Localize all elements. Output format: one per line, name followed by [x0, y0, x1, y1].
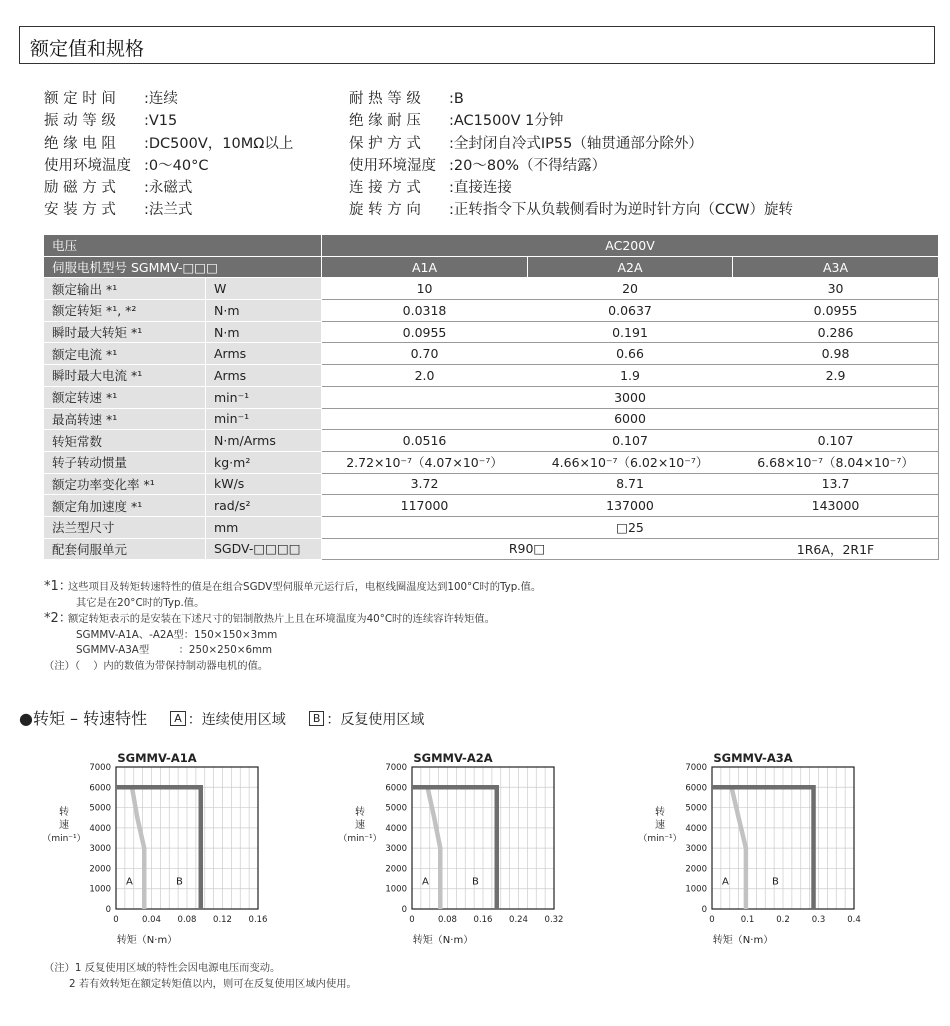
cell-value: 3.72	[322, 473, 528, 495]
region-label-b: B	[772, 876, 779, 888]
page-title: 额定值和规格	[30, 38, 145, 60]
x-tick-label: 0.3	[811, 915, 826, 925]
table-row	[44, 408, 939, 430]
y-axis-label: 转	[655, 807, 665, 818]
note3: （注）（ ）内的数值为带保持制动器电机的值。	[44, 659, 269, 672]
chart-footnotes	[44, 961, 357, 992]
table-row	[44, 321, 939, 343]
y-tick-label: 0	[105, 905, 111, 915]
note1-line1: 这些项目及转矩转速特性的值是在组合SGDV型伺服单元运行后，电枢线圈温度达到100°C时的Typ.值。	[68, 581, 542, 593]
table-row	[44, 300, 939, 322]
x-tick-label: 0.08	[438, 915, 457, 925]
spec-colon: :	[449, 180, 454, 197]
cell-value: 0.66	[528, 343, 733, 365]
spec-row	[349, 133, 793, 155]
cell-value: 2.0	[322, 365, 528, 387]
row-unit: W	[206, 278, 322, 300]
y-axis-label: （min⁻¹）	[638, 834, 682, 844]
row-unit: mm	[206, 516, 322, 538]
cell-value-span: 6000	[322, 408, 939, 430]
row-unit: min⁻¹	[206, 386, 322, 408]
note1-line2: 其它是在20°C时的Typ.值。	[76, 596, 205, 609]
row-unit: N·m/Arms	[206, 430, 322, 452]
y-tick-label: 0	[701, 905, 707, 915]
cell-value: 8.71	[528, 473, 733, 495]
chart-sgmmv-a3a	[638, 751, 861, 952]
row-label: 转子转动惯量	[44, 451, 206, 473]
spec-key: 励 磁 方 式	[44, 180, 116, 197]
region-label-b: B	[176, 876, 183, 888]
spec-value: 法兰式	[148, 202, 193, 219]
model-a1a: A1A	[322, 256, 528, 278]
spec-value: DC500V，10MΩ以上	[148, 135, 294, 152]
spec-value: B	[453, 91, 464, 107]
spec-key: 振 动 等 级	[44, 113, 116, 130]
y-tick-label: 7000	[685, 763, 707, 773]
y-tick-label: 7000	[89, 763, 111, 773]
x-tick-label: 0.1	[740, 915, 755, 925]
chart-sgmmv-a1a	[42, 751, 268, 952]
table-row	[44, 365, 939, 387]
cell-value-span: 3000	[322, 386, 939, 408]
cell-value: 4.66×10⁻⁷（6.02×10⁻⁷）	[528, 451, 733, 473]
cell-value: 1R6A，2R1F	[733, 538, 939, 560]
spec-row	[349, 199, 793, 221]
y-tick-label: 2000	[89, 864, 111, 875]
chart-sgmmv-a2a	[338, 751, 564, 952]
spec-key: 使用环境湿度	[349, 157, 436, 174]
note2-mark: *2：	[44, 611, 72, 627]
spec-value: 永磁式	[148, 180, 193, 197]
y-tick-label: 2000	[385, 864, 407, 875]
row-label: 额定输出 *¹	[44, 278, 206, 300]
x-tick-label: 0	[113, 915, 119, 925]
note1-mark: *1：	[44, 579, 72, 594]
row-label: 瞬时最大电流 *¹	[44, 365, 206, 387]
row-label: 最高转速 *¹	[44, 408, 206, 430]
footnote-1: （注）1 反复使用区域的特性会因电源电压而变动。	[44, 962, 281, 974]
model-a2a: A2A	[528, 256, 733, 278]
spec-colon: :	[144, 91, 149, 107]
spec-key: 耐 热 等 级	[349, 91, 421, 107]
cell-value: 0.0516	[322, 430, 528, 452]
y-tick-label: 1000	[685, 884, 707, 895]
row-unit: min⁻¹	[206, 408, 322, 430]
cell-value: 10	[322, 278, 528, 300]
table-row	[44, 386, 939, 408]
row-unit: kg·m²	[206, 451, 322, 473]
row-unit: N·m	[206, 321, 322, 343]
cell-value: 0.107	[733, 430, 939, 452]
specs-left	[44, 88, 293, 222]
table-row	[44, 516, 939, 538]
spec-row	[44, 88, 293, 110]
row-label: 额定电流 *¹	[44, 343, 206, 365]
spec-value: 全封闭自冷式IP55（轴贯通部分除外）	[453, 135, 703, 152]
footnote-2: 2 若有效转矩在额定转矩值以内，则可在反复使用区域内使用。	[69, 977, 357, 990]
x-tick-label: 0.16	[248, 915, 268, 925]
model-label: 伺服电机型号 SGMMV-□□□	[44, 256, 322, 278]
spec-colon: :	[144, 202, 149, 219]
voltage-label: 电压	[44, 235, 322, 257]
chart-title: SGMMV-A1A	[117, 751, 197, 765]
region-label-a: A	[722, 876, 729, 888]
spec-colon: :	[144, 113, 149, 130]
cell-value: 0.70	[322, 343, 528, 365]
y-axis-label: 速	[655, 820, 665, 831]
cell-value: 30	[733, 278, 939, 300]
x-tick-label: 0.16	[473, 915, 493, 925]
spec-value: V15	[148, 113, 178, 130]
cell-value: 0.98	[733, 343, 939, 365]
spec-value: AC1500V 1分钟	[453, 113, 564, 130]
x-tick-label: 0	[409, 915, 415, 925]
spec-key: 使用环境温度	[44, 157, 131, 174]
cell-value: 13.7	[733, 473, 939, 495]
y-tick-label: 5000	[385, 803, 407, 814]
y-tick-label: 2000	[685, 864, 707, 875]
y-tick-label: 4000	[89, 823, 111, 834]
note2-line1: 额定转矩表示的是安装在下述尺寸的铝制散热片上且在环境温度为40°C时的连续容许转矩值。	[68, 613, 496, 626]
cell-value: 1.9	[528, 365, 733, 387]
y-tick-label: 4000	[385, 823, 407, 834]
model-a3a: A3A	[733, 256, 939, 278]
spec-row	[349, 155, 793, 177]
chart-title: SGMMV-A3A	[713, 751, 793, 765]
y-tick-label: 7000	[385, 763, 407, 773]
note2-line2: SGMMV-A1A、-A2A型：150×150×3mm	[76, 628, 278, 641]
spec-key: 额 定 时 间	[44, 91, 116, 107]
y-axis-label: （min⁻¹）	[338, 834, 382, 844]
row-unit: Arms	[206, 365, 322, 387]
y-axis-label: 速	[355, 820, 365, 831]
y-tick-label: 3000	[385, 844, 407, 855]
y-tick-label: 6000	[89, 783, 111, 794]
table-row	[44, 343, 939, 365]
y-tick-label: 6000	[385, 783, 407, 794]
y-tick-label: 3000	[685, 844, 707, 855]
row-label: 额定功率变化率 *¹	[44, 473, 206, 495]
cell-value: 2.9	[733, 365, 939, 387]
x-tick-label: 0.2	[776, 915, 790, 925]
cell-value: 117000	[322, 495, 528, 517]
x-tick-label: 0.12	[213, 915, 232, 925]
spec-key: 保 护 方 式	[349, 135, 421, 152]
cell-value: 0.0318	[322, 300, 528, 322]
cell-value-span: R90□	[322, 538, 733, 560]
y-tick-label: 3000	[89, 844, 111, 855]
spec-value: 20～80%（不得结露）	[453, 157, 607, 174]
y-tick-label: 5000	[685, 803, 707, 814]
specs-right	[349, 88, 793, 222]
cell-value: 0.0955	[322, 321, 528, 343]
region-b-text: ：反复使用区域	[326, 712, 425, 728]
table-row	[44, 430, 939, 452]
x-axis-label: 转矩（N·m）	[412, 935, 474, 946]
x-tick-label: 0.4	[847, 915, 861, 925]
cell-value: 0.286	[733, 321, 939, 343]
voltage-value: AC200V	[322, 235, 939, 257]
y-axis-label: （min⁻¹）	[42, 834, 86, 844]
row-label: 法兰型尺寸	[44, 516, 206, 538]
row-label: 瞬时最大转矩 *¹	[44, 321, 206, 343]
row-label: 额定角加速度 *¹	[44, 495, 206, 517]
x-tick-label: 0	[709, 915, 715, 925]
spec-row	[44, 199, 293, 221]
region-a-box: A	[170, 711, 186, 726]
spec-value: 连续	[148, 91, 178, 107]
cell-value: 6.68×10⁻⁷（8.04×10⁻⁷）	[733, 451, 939, 473]
cell-value: 0.107	[528, 430, 733, 452]
cell-value: 20	[528, 278, 733, 300]
y-tick-label: 1000	[385, 884, 407, 895]
spec-row	[349, 110, 793, 132]
cell-value: 0.0637	[528, 300, 733, 322]
cell-value: 143000	[733, 495, 939, 517]
region-label-a: A	[422, 876, 429, 888]
x-axis-label: 转矩（N·m）	[116, 935, 178, 946]
region-a-text: ：连续使用区域	[187, 712, 286, 728]
row-unit: SGDV-□□□□	[206, 538, 322, 560]
y-tick-label: 5000	[89, 803, 111, 814]
spec-key: 安 装 方 式	[44, 202, 116, 219]
spec-key: 连 接 方 式	[349, 180, 421, 197]
spec-row	[349, 177, 793, 199]
spec-row	[44, 133, 293, 155]
rating-table	[43, 234, 939, 560]
cell-value-span: □25	[322, 516, 939, 538]
table-row	[44, 451, 939, 473]
y-axis-label: 速	[59, 820, 69, 831]
spec-colon: :	[449, 91, 454, 107]
region-label-b: B	[472, 876, 479, 888]
row-label: 配套伺服单元	[44, 538, 206, 560]
spec-colon: :	[144, 157, 149, 174]
row-unit: Arms	[206, 343, 322, 365]
row-unit: kW/s	[206, 473, 322, 495]
cell-value: 0.191	[528, 321, 733, 343]
note2-line3: SGMMV-A3A型 ：250×250×6mm	[76, 644, 273, 657]
spec-value: 0～40°C	[148, 157, 209, 174]
x-tick-label: 0.24	[509, 915, 528, 925]
spec-row	[44, 177, 293, 199]
x-axis-label: 转矩（N·m）	[712, 935, 774, 946]
y-tick-label: 4000	[685, 823, 707, 834]
table-notes	[44, 579, 541, 675]
row-label: 额定转速 *¹	[44, 386, 206, 408]
y-tick-label: 0	[401, 905, 407, 915]
chart-title: SGMMV-A2A	[413, 751, 493, 765]
page-title-box	[19, 26, 935, 64]
cell-value: 2.72×10⁻⁷（4.07×10⁻⁷）	[322, 451, 528, 473]
spec-value: 正转指令下从负载侧看时为逆时针方向（CCW）旋转	[453, 202, 793, 219]
spec-colon: :	[449, 113, 454, 130]
row-unit: rad/s²	[206, 495, 322, 517]
spec-row	[44, 110, 293, 132]
spec-value: 直接连接	[453, 180, 512, 197]
spec-colon: :	[449, 135, 454, 152]
torque-speed-section-title	[19, 706, 424, 729]
row-label: 额定转矩 *¹, *²	[44, 300, 206, 322]
y-tick-label: 1000	[89, 884, 111, 895]
region-b-box: B	[309, 711, 325, 726]
cell-value: 137000	[528, 495, 733, 517]
spec-row	[349, 88, 793, 110]
y-tick-label: 6000	[685, 783, 707, 794]
spec-key: 绝 缘 电 阻	[44, 135, 116, 152]
spec-colon: :	[144, 180, 149, 197]
cell-value: 0.0955	[733, 300, 939, 322]
y-axis-label: 转	[355, 807, 365, 818]
spec-key: 旋 转 方 向	[349, 202, 421, 219]
spec-row	[44, 155, 293, 177]
table-row	[44, 495, 939, 517]
x-tick-label: 0.04	[142, 915, 161, 925]
spec-key: 绝 缘 耐 压	[349, 113, 421, 130]
row-label: 转矩常数	[44, 430, 206, 452]
x-tick-label: 0.32	[544, 915, 564, 925]
region-label-a: A	[126, 876, 133, 888]
row-unit: N·m	[206, 300, 322, 322]
x-tick-label: 0.08	[177, 915, 197, 925]
y-axis-label: 转	[59, 807, 69, 818]
spec-colon: :	[449, 157, 454, 174]
table-row	[44, 473, 939, 495]
table-row	[44, 538, 939, 560]
spec-colon: :	[144, 135, 149, 152]
table-row	[44, 278, 939, 300]
spec-colon: :	[449, 202, 454, 219]
section-bullet: ●转矩 – 转速特性	[19, 709, 148, 728]
